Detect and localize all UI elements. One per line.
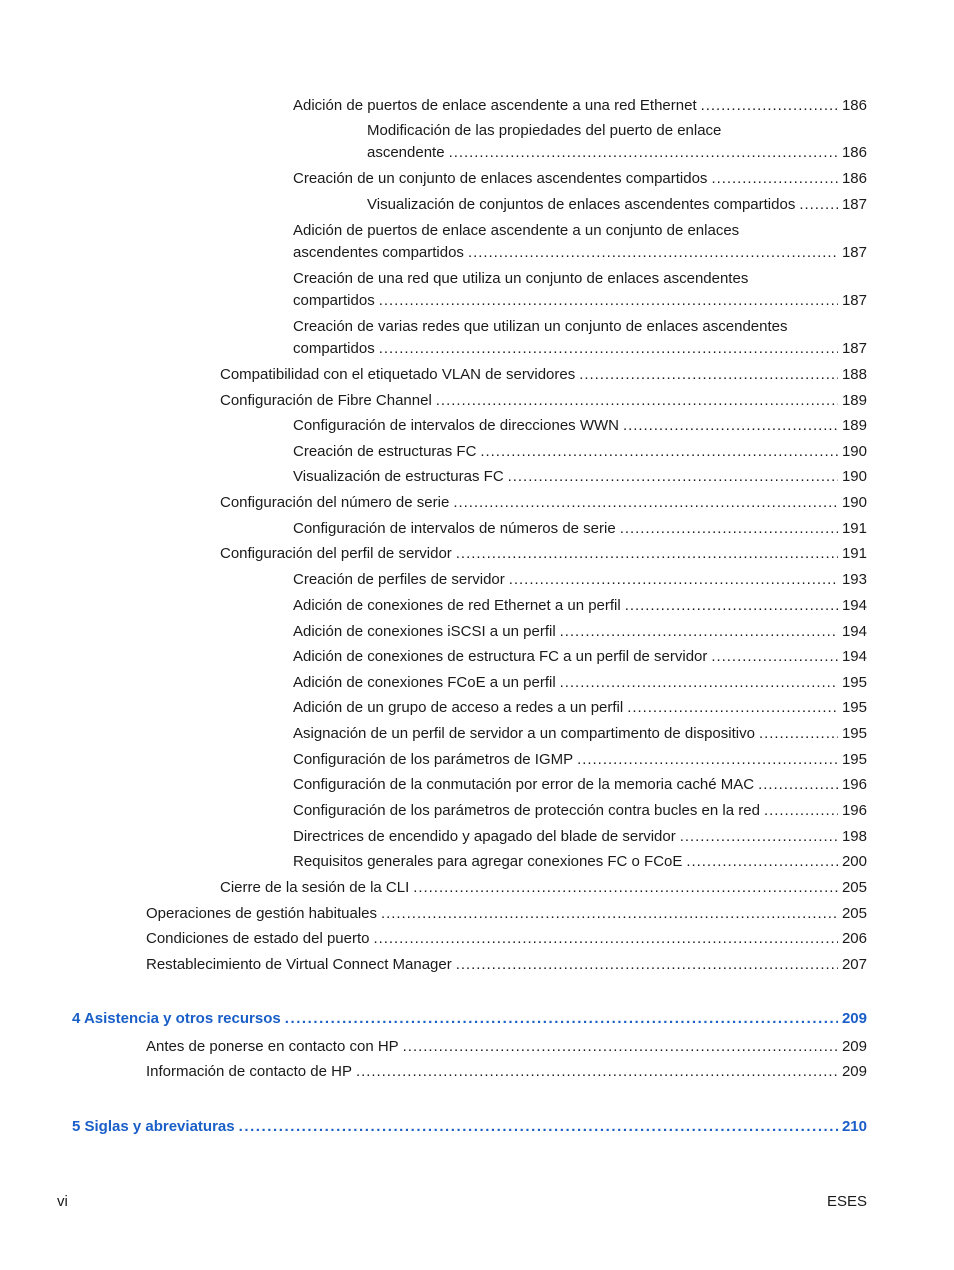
toc-entry-row	[293, 518, 867, 540]
toc-page-number: 187	[841, 292, 867, 309]
toc-entry[interactable]	[146, 928, 867, 950]
toc-entry[interactable]	[146, 954, 867, 976]
toc-entry[interactable]	[220, 492, 867, 514]
toc-dot-leader	[456, 543, 838, 565]
toc-entry-title-line: Adición de puertos de enlace ascendente a un conjunto de enlaces	[293, 222, 740, 239]
toc-dot-leader	[449, 142, 838, 164]
toc-entry-title: 4 Asistencia y otros recursos	[72, 1010, 281, 1027]
toc-entry-row	[220, 543, 867, 565]
toc-entry-title: Directrices de encendido y apagado del blade de servidor	[293, 828, 676, 845]
toc-entry-title: Configuración del perfil de servidor	[220, 545, 452, 562]
toc-entry[interactable]	[293, 672, 867, 694]
toc-entry-row	[293, 851, 867, 873]
toc-dot-leader	[701, 95, 838, 117]
toc-page-number: 196	[841, 776, 867, 793]
toc-dot-leader	[627, 697, 838, 719]
toc-entry-title: Adición de puertos de enlace ascendente a una red Ethernet	[293, 97, 697, 114]
toc-entry[interactable]	[293, 466, 867, 488]
toc-page-number: 187	[841, 340, 867, 357]
toc-entry-row	[293, 800, 867, 822]
toc-entry[interactable]	[293, 518, 867, 540]
toc-entry-row	[293, 415, 867, 437]
toc-page-number: 194	[841, 648, 867, 665]
toc-entry-title: Visualización de estructuras FC	[293, 468, 504, 485]
toc-entry[interactable]	[293, 595, 867, 617]
toc-dot-leader	[403, 1036, 838, 1058]
toc-page-number: 189	[841, 392, 867, 409]
toc-dot-leader	[577, 749, 838, 771]
toc-entry-title: Visualización de conjuntos de enlaces ascendentes compartidos	[367, 196, 796, 213]
toc-entry-title: Cierre de la sesión de la CLI	[220, 879, 410, 896]
toc-dot-leader	[799, 194, 838, 216]
toc-dot-leader	[509, 569, 838, 591]
toc-entry-row	[293, 466, 867, 488]
toc-entry[interactable]	[293, 826, 867, 848]
toc-entry-title: compartidos	[293, 292, 375, 309]
toc-entry-row	[293, 338, 867, 360]
toc-dot-leader	[758, 774, 838, 796]
toc-entry-title: Adición de conexiones de estructura FC a un perfil de servidor	[293, 648, 708, 665]
toc-dot-leader	[620, 518, 838, 540]
toc-entry-title: Condiciones de estado del puerto	[146, 930, 370, 947]
toc-entry-row	[146, 1061, 867, 1083]
toc-entry[interactable]	[293, 800, 867, 822]
toc-entry-title: Adición de conexiones de red Ethernet a un perfil	[293, 597, 621, 614]
toc-dot-leader	[560, 672, 838, 694]
toc-page-number: 205	[841, 905, 867, 922]
toc-entry-title-line: Modificación de las propiedades del puerto de enlace	[367, 122, 722, 139]
toc-entry-row	[293, 826, 867, 848]
toc-dot-leader	[625, 595, 838, 617]
toc-entry-title: Configuración de la conmutación por error de la memoria caché MAC	[293, 776, 755, 793]
toc-dot-leader	[480, 441, 838, 463]
toc-dot-leader	[453, 492, 838, 514]
toc-entry-title: Antes de ponerse en contacto con HP	[146, 1038, 399, 1055]
toc-dot-leader	[379, 338, 838, 360]
toc-chapter-entry[interactable]	[72, 1008, 867, 1030]
toc-entry[interactable]	[293, 646, 867, 668]
toc-entry-row	[293, 290, 867, 312]
toc-page-number: 186	[841, 170, 867, 187]
toc-dot-leader	[436, 390, 838, 412]
toc-entry[interactable]	[220, 390, 867, 412]
toc-dot-leader	[413, 877, 838, 899]
toc-entry-row	[293, 749, 867, 771]
toc-entry-row	[293, 774, 867, 796]
toc-page-number: 196	[841, 802, 867, 819]
toc-entry-title: Información de contacto de HP	[146, 1063, 352, 1080]
toc-page-number: 191	[841, 545, 867, 562]
footer-doc-code: ESES	[826, 1193, 867, 1210]
toc-entry-title: Creación de estructuras FC	[293, 443, 477, 460]
toc-entry-title: Creación de un conjunto de enlaces ascendentes compartidos	[293, 170, 708, 187]
toc-entry[interactable]	[146, 1061, 867, 1083]
toc-entry[interactable]	[293, 723, 867, 745]
toc-dot-leader	[711, 168, 838, 190]
toc-entry[interactable]	[146, 1036, 867, 1058]
toc-entry-title: Adición de conexiones iSCSI a un perfil	[293, 623, 556, 640]
toc-entry-row	[293, 168, 867, 190]
toc-entry-title: Configuración de intervalos de números de serie	[293, 520, 616, 537]
toc-entry[interactable]	[367, 120, 867, 164]
toc-entry-row	[220, 364, 867, 386]
toc-page-number: 206	[841, 930, 867, 947]
toc-dot-leader	[759, 723, 838, 745]
toc-dot-leader	[764, 800, 838, 822]
toc-dot-leader	[623, 415, 838, 437]
toc-entry-title: Operaciones de gestión habituales	[146, 905, 377, 922]
toc-page-number: 186	[841, 97, 867, 114]
toc-page-number: 195	[841, 725, 867, 742]
toc-entry-row	[146, 1036, 867, 1058]
toc-entry[interactable]	[293, 851, 867, 873]
toc-entry[interactable]	[293, 268, 867, 312]
toc-page-number: 195	[841, 674, 867, 691]
toc-entry-title: compartidos	[293, 340, 375, 357]
toc-entry-title: ascendente	[367, 144, 445, 161]
toc-entry[interactable]	[220, 364, 867, 386]
toc-entry[interactable]	[293, 774, 867, 796]
toc-dot-leader	[374, 928, 838, 950]
toc-entry-row	[293, 595, 867, 617]
toc-page-number: 209	[841, 1038, 867, 1055]
toc-entry-title: Configuración del número de serie	[220, 494, 450, 511]
toc-page-number: 205	[841, 879, 867, 896]
toc-entry-title: Compatibilidad con el etiquetado VLAN de servidores	[220, 366, 576, 383]
toc-page-number: 209	[841, 1063, 867, 1080]
toc-entry-row	[367, 194, 867, 216]
toc-entry[interactable]	[293, 316, 867, 360]
toc-dot-leader	[356, 1061, 838, 1083]
toc-page-number: 187	[841, 196, 867, 213]
toc-entry-row	[293, 723, 867, 745]
toc-page-number: 186	[841, 144, 867, 161]
toc-entry[interactable]	[293, 749, 867, 771]
toc-page-number: 190	[841, 494, 867, 511]
toc-entry[interactable]	[293, 569, 867, 591]
toc-entry[interactable]	[293, 95, 867, 117]
toc-entry-row	[146, 903, 867, 925]
toc-entry-title-line: Creación de varias redes que utilizan un conjunto de enlaces ascendentes	[293, 318, 788, 335]
toc-entry-row	[293, 621, 867, 643]
toc-page-number: 190	[841, 468, 867, 485]
toc-dot-leader	[379, 290, 838, 312]
toc-page-number: 195	[841, 699, 867, 716]
toc-page-number: 209	[841, 1010, 867, 1027]
toc-entry[interactable]	[367, 194, 867, 216]
toc-page-number: 194	[841, 623, 867, 640]
toc-page-number: 194	[841, 597, 867, 614]
toc-entry[interactable]	[293, 697, 867, 719]
toc-entry-title: Restablecimiento de Virtual Connect Manager	[146, 956, 452, 973]
toc-page-number: 187	[841, 244, 867, 261]
toc-entry[interactable]	[146, 903, 867, 925]
toc-dot-leader	[381, 903, 838, 925]
toc-dot-leader	[711, 646, 838, 668]
toc-entry-row	[72, 1116, 867, 1138]
toc-entry-row	[293, 672, 867, 694]
toc-entry-row	[367, 142, 867, 164]
toc-entry-row	[146, 954, 867, 976]
toc-page-number: 188	[841, 366, 867, 383]
toc-entry-title-line: Creación de una red que utiliza un conjunto de enlaces ascendentes	[293, 270, 749, 287]
toc-dot-leader	[680, 826, 838, 848]
toc-entry-row	[146, 928, 867, 950]
toc-dot-leader	[468, 242, 838, 264]
toc-dot-leader	[560, 621, 838, 643]
toc-page-number: 198	[841, 828, 867, 845]
toc-entry-title: Configuración de los parámetros de IGMP	[293, 751, 574, 768]
toc-entry-title: Adición de un grupo de acceso a redes a un perfil	[293, 699, 624, 716]
toc-dot-leader	[686, 851, 838, 873]
toc-entry-title: Creación de perfiles de servidor	[293, 571, 505, 588]
toc-entry-title: Configuración de los parámetros de protección contra bucles en la red	[293, 802, 760, 819]
toc-entry[interactable]	[293, 220, 867, 264]
toc-page-number: 210	[841, 1118, 867, 1135]
toc-page-number: 189	[841, 417, 867, 434]
toc-entry-row	[293, 441, 867, 463]
toc-page-number: 193	[841, 571, 867, 588]
toc-page-number: 191	[841, 520, 867, 537]
toc-entry-row	[293, 95, 867, 117]
toc-entry[interactable]	[220, 877, 867, 899]
toc-entry-row	[293, 646, 867, 668]
toc-dot-leader	[508, 466, 838, 488]
toc-entry-title: ascendentes compartidos	[293, 244, 464, 261]
footer-page-number: vi	[57, 1193, 68, 1210]
toc-entry-title: Configuración de intervalos de direcciones WWN	[293, 417, 619, 434]
toc-page-number: 190	[841, 443, 867, 460]
toc-entry-title: 5 Siglas y abreviaturas	[72, 1118, 235, 1135]
toc-entry-row	[220, 390, 867, 412]
toc-entry[interactable]	[220, 543, 867, 565]
toc-entry[interactable]	[293, 441, 867, 463]
toc-entry-row	[293, 569, 867, 591]
toc-chapter-entry[interactable]	[72, 1116, 867, 1138]
toc-entry-title: Requisitos generales para agregar conexiones FC o FCoE	[293, 853, 683, 870]
toc-page-number: 200	[841, 853, 867, 870]
toc-entry-row	[293, 697, 867, 719]
toc-page-number: 195	[841, 751, 867, 768]
toc-entry-title: Configuración de Fibre Channel	[220, 392, 432, 409]
toc-entry[interactable]	[293, 415, 867, 437]
toc-entry-row	[220, 492, 867, 514]
toc-dot-leader	[239, 1116, 838, 1138]
toc-page-number: 207	[841, 956, 867, 973]
toc-entry-row	[293, 242, 867, 264]
toc-dot-leader	[285, 1008, 838, 1030]
toc-entry-title: Asignación de un perfil de servidor a un compartimento de dispositivo	[293, 725, 755, 742]
toc-dot-leader	[579, 364, 838, 386]
toc-entry-row	[220, 877, 867, 899]
toc-entry-title: Adición de conexiones FCoE a un perfil	[293, 674, 556, 691]
toc-entry[interactable]	[293, 621, 867, 643]
toc-entry-row	[72, 1008, 867, 1030]
toc-dot-leader	[456, 954, 838, 976]
toc-entry[interactable]	[293, 168, 867, 190]
